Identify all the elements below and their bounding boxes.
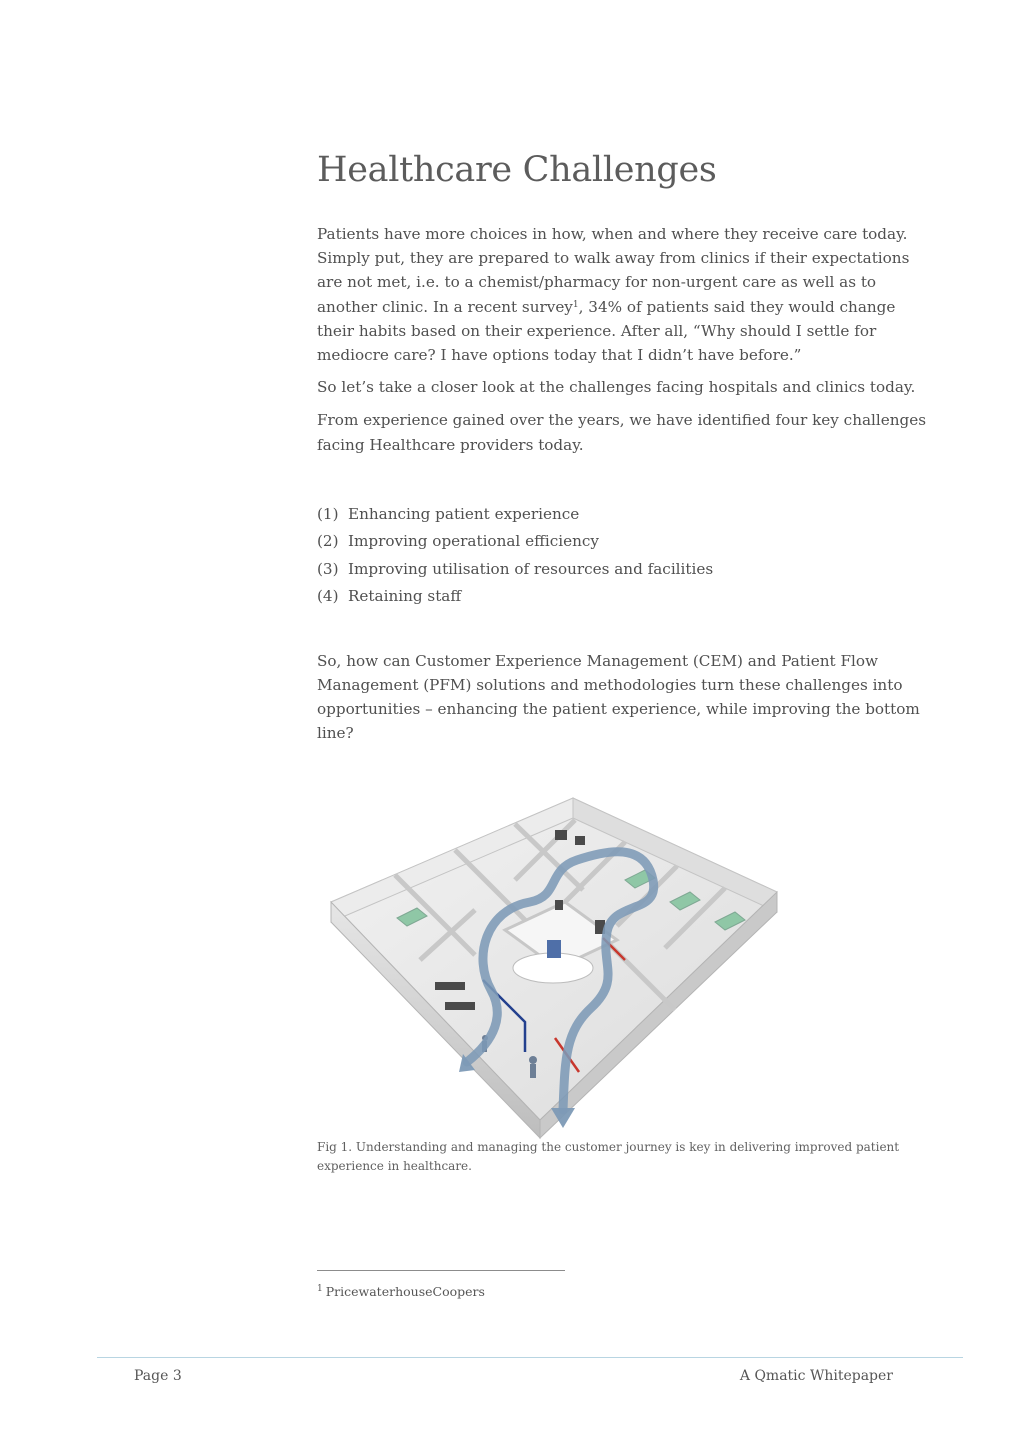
footnote-separator: [317, 1270, 565, 1271]
main-content: [317, 148, 927, 746]
page-number: Page 3: [134, 1368, 182, 1384]
list-item-number: (4): [317, 587, 339, 606]
list-item-text: Improving utilisation of resources and facilities: [348, 559, 714, 578]
list-item: [317, 528, 927, 556]
footnote-mark: 1: [317, 1284, 323, 1294]
closer-look-paragraph: So let’s take a closer look at the challenges facing hospitals and clinics today.: [317, 378, 916, 397]
page-title: Healthcare Challenges: [317, 150, 717, 190]
list-item-number: (3): [317, 559, 339, 578]
document-brand: A Qmatic Whitepaper: [739, 1368, 893, 1384]
challenges-list: [317, 501, 927, 611]
intro-text-end: , 34% of patients said they would change their habits based on their experience. After all, “Why should I settle for mediocre care? I have options today that I didn’t have before.”: [317, 297, 896, 365]
reception-staff: [547, 940, 561, 958]
list-item-number: (2): [317, 532, 339, 551]
intro-text-start: Patients have more choices in how, when and where they receive care today. Simply put, they are prepared to walk away from clinics if their expectations are not met, i.e. to a chemist/pharmacy for non-urgent care as well as to another clinic. In a recent survey: [317, 225, 910, 316]
list-item-number: (1): [317, 504, 339, 523]
footnote-reference[interactable]: 1: [572, 299, 579, 310]
clinic-floorplan-illustration: [325, 790, 785, 1140]
cem-pfm-paragraph: So, how can Customer Experience Management (CEM) and Patient Flow Management (PFM) solutions and methodologies turn these challenges into opportunities – enhancing the patient experience, while improving the bottom line?: [317, 651, 920, 743]
list-item-text: Enhancing patient experience: [348, 504, 580, 523]
list-item-text: Improving operational efficiency: [348, 532, 599, 551]
footer-divider: [97, 1357, 963, 1358]
footnote: [317, 1284, 485, 1299]
list-item: [317, 556, 927, 584]
list-item: [317, 501, 927, 529]
list-item: [317, 583, 927, 611]
floorplan-svg: [325, 790, 785, 1140]
key-challenges-paragraph: From experience gained over the years, we have identified four key challenges facing Healthcare providers today.: [317, 411, 927, 454]
footnote-text: PricewaterhouseCoopers: [325, 1284, 485, 1299]
list-item-text: Retaining staff: [348, 587, 462, 606]
figure-caption: Fig 1. Understanding and managing the customer journey is key in delivering improved patient experience in healthcare.: [317, 1140, 900, 1173]
intro-paragraph: [317, 222, 927, 367]
